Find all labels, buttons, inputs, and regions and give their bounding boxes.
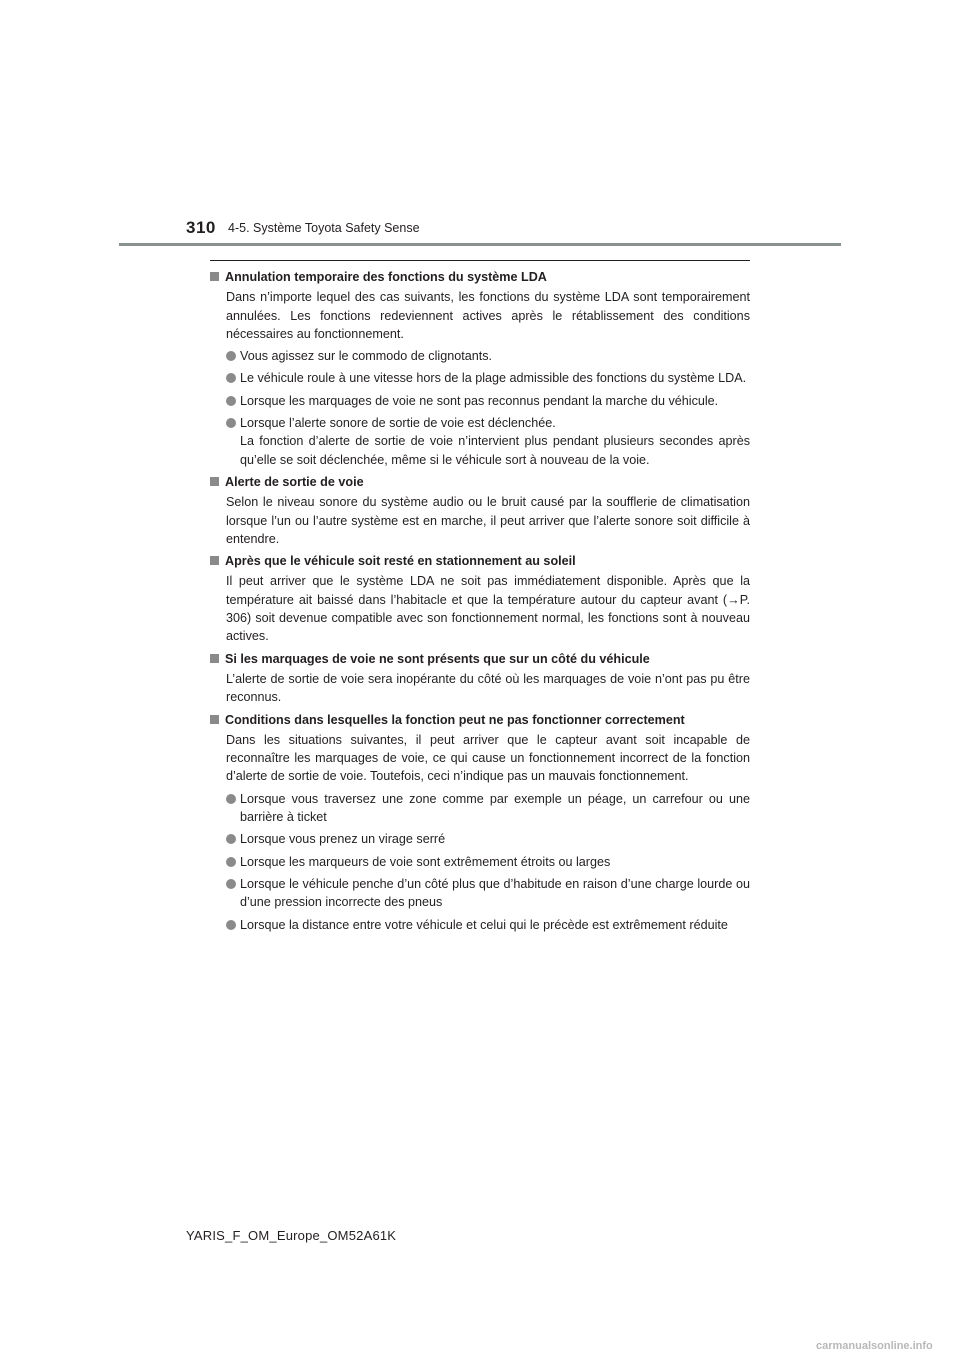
- header-rule: [119, 243, 841, 246]
- square-bullet-icon: [210, 715, 219, 724]
- list-item: Vous agissez sur le commodo de clignotants.: [226, 347, 750, 365]
- circle-bullet-icon: [226, 879, 236, 889]
- list-item: Lorsque la distance entre votre véhicule et celui qui le précède est extrêmement réduite: [226, 916, 750, 934]
- list-item: Lorsque les marqueurs de voie sont extrêmement étroits ou larges: [226, 853, 750, 871]
- page-content: [210, 264, 750, 934]
- section-heading: Après que le véhicule soit resté en stationnement au soleil: [210, 552, 750, 570]
- list-item: Lorsque vous traversez une zone comme par exemple un péage, un carrefour ou une barrière à ticket: [226, 790, 750, 827]
- list-item: Lorsque l’alerte sonore de sortie de voie est déclenchée. La fonction d’alerte de sortie de voie n’intervient plus pendant plusieurs secondes après qu’elle se soit déclenchée, même si le véhicule sort à nouveau de la voie.: [226, 414, 750, 469]
- section-paragraph: Il peut arriver que le système LDA ne soit pas immédiatement disponible. Après que la température ait baissé dans l’habitacle et que la température autour du capteur avant (→P. 306) soit devenue compatible avec son fonctionnement normal, les fonctions sont à nouveau actives.: [226, 574, 750, 644]
- section-title: 4-5. Système Toyota Safety Sense: [228, 221, 420, 235]
- footer-doc-code: YARIS_F_OM_Europe_OM52A61K: [186, 1228, 397, 1243]
- list-item: Lorsque les marquages de voie ne sont pas reconnus pendant la marche du véhicule.: [226, 392, 750, 410]
- circle-bullet-icon: [226, 396, 236, 406]
- list-item: Lorsque le véhicule penche d’un côté plus que d’habitude en raison d’une charge lourde ou d’une pression incorrecte des pneus: [226, 875, 750, 912]
- section-malfunction-conditions: [210, 711, 750, 934]
- circle-bullet-icon: [226, 834, 236, 844]
- page-number: 310: [186, 218, 216, 237]
- content-rule: [210, 260, 750, 261]
- section-paragraph: Selon le niveau sonore du système audio ou le bruit causé par la soufflerie de climatisation lorsque l’un ou l’autre système est en marche, il peut arriver que l’alerte sonore soit difficile à entendre.: [226, 495, 750, 546]
- circle-bullet-icon: [226, 351, 236, 361]
- circle-bullet-icon: [226, 373, 236, 383]
- square-bullet-icon: [210, 654, 219, 663]
- list-item: Lorsque vous prenez un virage serré: [226, 830, 750, 848]
- section-heading: Alerte de sortie de voie: [210, 473, 750, 491]
- section-heading: Conditions dans lesquelles la fonction peut ne pas fonctionner correctement: [210, 711, 750, 729]
- section-one-side-markings: [210, 650, 750, 707]
- circle-bullet-icon: [226, 857, 236, 867]
- circle-bullet-icon: [226, 418, 236, 428]
- list-item: Le véhicule roule à une vitesse hors de la plage admissible des fonctions du système LDA.: [226, 369, 750, 387]
- section-lda-cancel: [210, 268, 750, 469]
- square-bullet-icon: [210, 556, 219, 565]
- section-paragraph: L’alerte de sortie de voie sera inopérante du côté où les marquages de voie n’ont pas pu être reconnus.: [226, 671, 750, 705]
- section-paragraph: Dans n’importe lequel des cas suivants, les fonctions du système LDA sont temporairement annulées. Les fonctions redeviennent actives après le rétablissement des conditions nécessaires au fonctionnement.: [226, 290, 750, 341]
- section-parked-in-sun: [210, 552, 750, 645]
- watermark[interactable]: carmanualsonline.info: [816, 1340, 933, 1352]
- square-bullet-icon: [210, 477, 219, 486]
- section-lane-departure-alert: [210, 473, 750, 548]
- section-heading: Annulation temporaire des fonctions du système LDA: [210, 268, 750, 286]
- square-bullet-icon: [210, 272, 219, 281]
- circle-bullet-icon: [226, 794, 236, 804]
- circle-bullet-icon: [226, 920, 236, 930]
- section-paragraph: Dans les situations suivantes, il peut arriver que le capteur avant soit incapable de reconnaître les marquages de voie, ce qui cause un fonctionnement incorrect de la fonction d’alerte de sortie de voie. Toutefois, ceci n’indique pas un mauvais fonctionnement.: [226, 732, 750, 784]
- list-item-continuation: La fonction d’alerte de sortie de voie n’intervient plus pendant plusieurs secondes après qu’elle se soit déclenchée, même si le véhicule sort à nouveau de la voie.: [240, 434, 750, 467]
- section-heading: Si les marquages de voie ne sont présents que sur un côté du véhicule: [210, 650, 750, 668]
